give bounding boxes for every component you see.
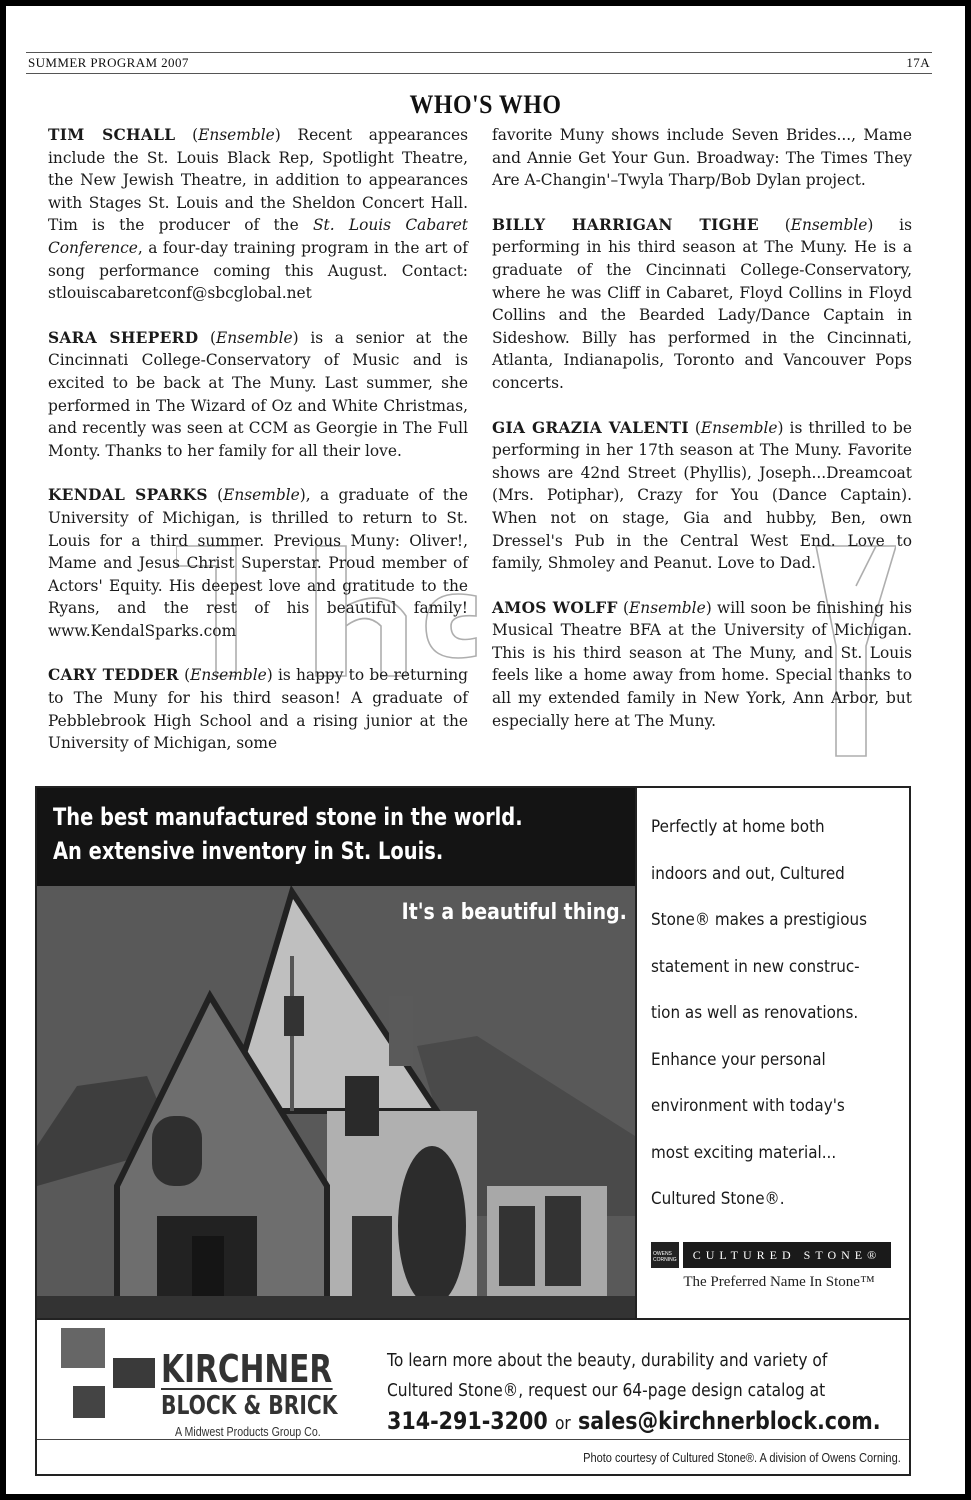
house-photo-image <box>37 886 635 1318</box>
ad-call-to-action: To learn more about the beauty, durability and variety of Cultured Stone®, request our 64-page design catalog at 314-291-3200 or sales@kirchnerblock.com. <box>387 1350 881 1435</box>
kirchner-logo <box>61 1328 361 1438</box>
bio-column-left <box>48 124 468 777</box>
email-link[interactable]: sales@kirchnerblock.com. <box>577 1407 881 1435</box>
ad-body-copy: Perfectly at home both indoors and out, Cultured Stone® makes a prestigious statement in new construc- tion as well as renovations. Enhance your personal environment with today's most exciting material... Cultured Stone®. <box>635 788 911 1318</box>
photo-credit: Photo courtesy of Cultured Stone®. A division of Owens Corning. <box>583 1450 901 1465</box>
dealer-panel <box>37 1318 909 1440</box>
bio-cary-tedder-continued: favorite Muny shows include Seven Brides..., Mame and Annie Get Your Gun. Broadway: The Times They Are A-Changin'–Twyla Tharp/Bob Dylan project. <box>492 126 912 190</box>
cultured-stone-logo <box>651 1240 901 1310</box>
logo-square-icon <box>61 1328 105 1368</box>
cultured-stone-advertisement <box>35 786 911 1476</box>
bio-gia-grazia-valenti: GIA GRAZIA VALENTI (Ensemble) is thrilled to be performing in her 17th season at The Muny. Favorite shows are 42nd Street (Phyllis), Joseph...Dreamcoat (Mrs. Potiphar), Crazy for You (Dance Captain). When not on stage, Gia and hubby, Ben, own Dressel's Pub in the Central West End. Love to family, Shmoley and Peanut. Love to Dad. <box>492 418 912 573</box>
dealer-subtitle: BLOCK & BRICK <box>161 1391 338 1421</box>
phone-number[interactable]: 314-291-3200 <box>387 1407 548 1435</box>
bio-kendal-sparks: KENDAL SPARKS (Ensemble), a graduate of the University of Michigan, is thrilled to return to St. Louis for a third summer. Previous Muny: Oliver!, Mame and Jesus Christ Superstar. Proud member of Actors' Equity. His deepest love and gratitude to the Ryans, and the rest of his beautiful family! www.KendalSparks.com <box>48 486 468 640</box>
page-number: 17A <box>906 55 930 70</box>
section-title: WHO'S WHO <box>409 90 562 119</box>
bio-tim-schall: TIM SCHALL (Ensemble) Recent appearances include the St. Louis Black Rep, Spotlight Theatre, the New Jewish Theatre, in addition to appearances with Stages St. Louis and the Sheldon Concert Hall. Tim is the producer of the St. Louis Cabaret Conference, a four-day training program in the art of song performance coming this August. Contact: stlouiscabaretconf@sbcglobal.net <box>48 126 468 303</box>
brand-slogan: The Preferred Name In Stone™ <box>683 1274 875 1290</box>
bio-amos-wolff: AMOS WOLFF (Ensemble) will soon be finishing his Musical Theatre BFA at the University of Michigan. This is his third season at The Muny, and St. Louis feels like a home away from home. Special thanks to all my extended family in New York, Ann Arbor, but especially here at The Muny. <box>492 598 912 730</box>
logo-square-icon <box>113 1358 155 1388</box>
bio-sara-sheperd: SARA SHEPERD (Ensemble) is a senior at the Cincinnati College-Conservatory of Music and is excited to be back at The Muny. Last summer, she performed in The Wizard of Oz and White Christmas, and recently was seen at CCM as Georgie in The Full Monty. Thanks to her family for all their love. <box>48 328 468 460</box>
running-head <box>26 52 932 74</box>
cultured-stone-wordmark: CULTURED STONE® <box>683 1242 891 1268</box>
bio-billy-harrigan-tighe: BILLY HARRIGAN TIGHE (Ensemble) is performing in his third season at The Muny. He is a graduate of the Cincinnati College-Conservatory, where he was Cliff in Cabaret, Floyd Collins in Floyd Collins and the Bearded Lady/Dance Captain in Sideshow. Billy has performed in the Cincinnati, Atlanta, Indianapolis, Toronto and Vancouver Pops concerts. <box>492 215 912 392</box>
ad-tagline: It's a beautiful thing. <box>401 900 627 925</box>
bio-column-right <box>492 124 912 754</box>
program-page <box>6 6 965 1494</box>
ad-house-photo <box>37 788 635 1318</box>
bio-cary-tedder: CARY TEDDER (Ensemble) is happy to be returning to The Muny for his third season! A graduate of Pebblebrook High School and a rising junior at the University of Michigan, some <box>48 666 469 753</box>
logo-square-icon <box>73 1386 105 1418</box>
publication-title: SUMMER PROGRAM 2007 <box>28 55 189 70</box>
ad-headline: The best manufactured stone in the world. An extensive inventory in St. Louis. <box>53 803 523 865</box>
owens-corning-logo-icon: OWENS CORNING <box>651 1242 679 1268</box>
dealer-name: KIRCHNER <box>161 1347 333 1391</box>
dealer-group: A Midwest Products Group Co. <box>175 1424 321 1439</box>
